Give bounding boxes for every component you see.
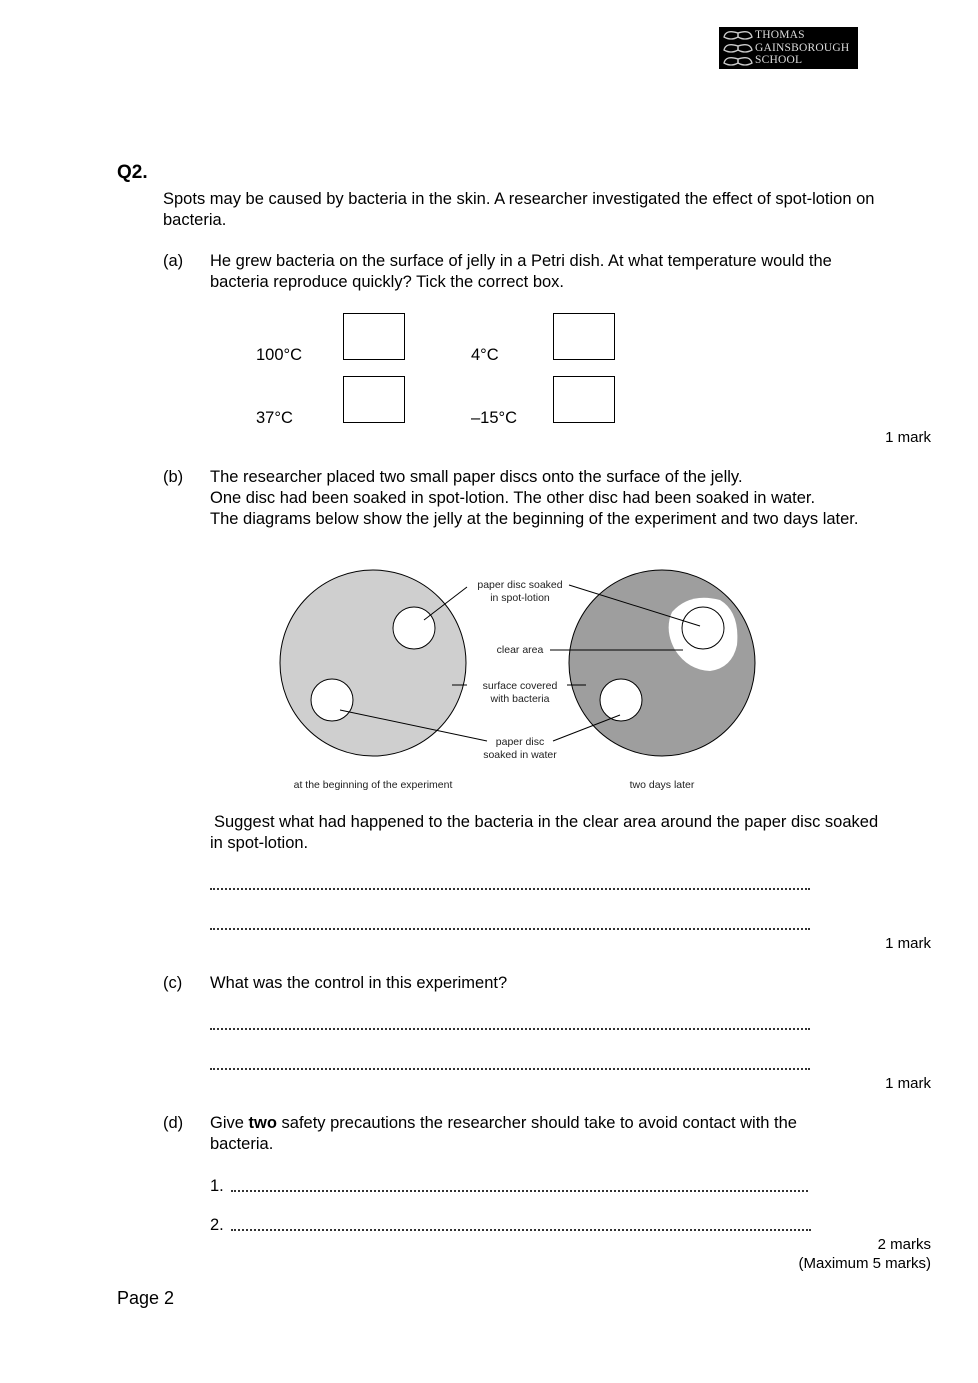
part-b-prompt: Suggest what had happened to the bacteria in the clear area around the paper disc soaked in spot-lotion. bbox=[210, 813, 879, 852]
lotion-disc bbox=[682, 607, 724, 649]
part-c-text: What was the control in this experiment? bbox=[210, 974, 508, 992]
text: safety precautions the researcher should take to avoid contact with the bacteria. bbox=[210, 1114, 797, 1153]
label-clear-area: clear area bbox=[496, 644, 544, 656]
answer-line[interactable] bbox=[210, 888, 810, 890]
answer-line[interactable] bbox=[210, 928, 810, 930]
part-d-text bbox=[210, 1113, 800, 1155]
part-a-label: (a) bbox=[163, 252, 184, 270]
part-b-text: The researcher placed two small paper discs onto the surface of the jelly. bbox=[210, 468, 743, 486]
label-surface: surface covered bbox=[482, 680, 558, 692]
option-label: 100°C bbox=[256, 346, 303, 364]
item-number: 1. bbox=[210, 1177, 224, 1195]
caption-later: two days later bbox=[629, 779, 695, 791]
label-water-disc: soaked in water bbox=[483, 749, 557, 761]
answer-line[interactable] bbox=[231, 1190, 808, 1192]
part-b-text: One disc had been soaked in spot-lotion. The other disc had been soaked in water. bbox=[210, 489, 816, 507]
part-b-text: The diagrams below show the jelly at the beginning of the experiment and two days later. bbox=[210, 510, 859, 528]
lotion-disc bbox=[393, 607, 435, 649]
option-label: 37°C bbox=[256, 409, 293, 427]
label-lotion-disc: in spot-lotion bbox=[490, 592, 550, 604]
label-lotion-disc: paper disc soaked bbox=[477, 579, 563, 591]
question-intro: Spots may be caused by bacteria in the skin. A researcher investigated the effect of spot-lotion on bacteria. bbox=[163, 190, 875, 229]
max-marks: (Maximum 5 marks) bbox=[798, 1255, 931, 1272]
label-surface: with bacteria bbox=[490, 693, 550, 705]
logo-text: THOMAS bbox=[755, 29, 805, 41]
answer-line[interactable] bbox=[231, 1229, 811, 1231]
logo-text: GAINSBOROUGH bbox=[755, 41, 850, 54]
text: Give bbox=[210, 1114, 249, 1132]
item-number: 2. bbox=[210, 1216, 224, 1234]
part-c-label: (c) bbox=[163, 974, 183, 992]
part-a-text: He grew bacteria on the surface of jelly in a Petri dish. At what temperature would the bacteria reproduce quickly? Tick the correct box. bbox=[210, 252, 832, 291]
page-number: Page 2 bbox=[117, 1288, 175, 1308]
mark-label: 2 marks bbox=[877, 1236, 931, 1253]
water-disc bbox=[600, 679, 642, 721]
caption-start: at the beginning of the experiment bbox=[293, 779, 453, 791]
option-label: 4°C bbox=[471, 346, 499, 364]
mark-label: 1 mark bbox=[885, 429, 931, 446]
emphasis: two bbox=[248, 1114, 277, 1132]
water-disc bbox=[311, 679, 353, 721]
part-d-label: (d) bbox=[163, 1114, 184, 1132]
part-b-label: (b) bbox=[163, 468, 184, 486]
label-water-disc: paper disc bbox=[495, 736, 545, 748]
mark-label: 1 mark bbox=[885, 1075, 931, 1092]
answer-line[interactable] bbox=[210, 1068, 810, 1070]
answer-line[interactable] bbox=[210, 1028, 810, 1030]
petri-dish-start bbox=[280, 570, 466, 756]
logo-text: SCHOOL bbox=[755, 54, 803, 66]
mark-label: 1 mark bbox=[885, 935, 931, 952]
question-number: Q2. bbox=[117, 162, 148, 183]
option-label: –15°C bbox=[471, 409, 518, 427]
